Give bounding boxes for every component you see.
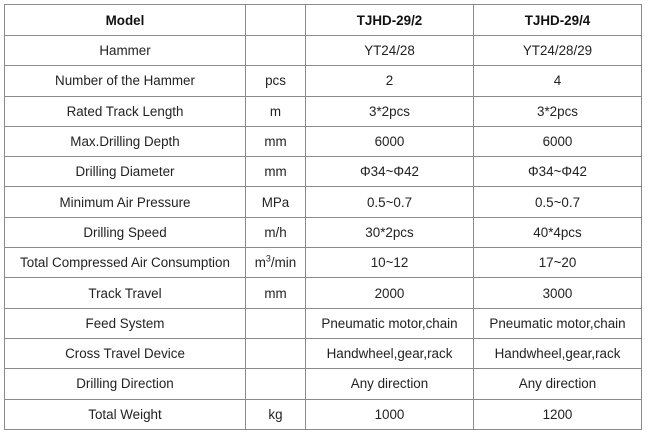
table-row bbox=[5, 278, 642, 308]
row-value-b: 17~20 bbox=[474, 248, 642, 278]
table-row bbox=[5, 126, 642, 156]
row-value-a: YT24/28 bbox=[306, 36, 474, 66]
header-row bbox=[5, 5, 642, 36]
row-label: Drilling Diameter bbox=[5, 157, 246, 187]
row-unit: mm bbox=[246, 278, 306, 308]
row-value-a: 6000 bbox=[306, 126, 474, 156]
row-value-b: Any direction bbox=[474, 369, 642, 399]
row-value-b: 1200 bbox=[474, 399, 642, 429]
row-value-a: 1000 bbox=[306, 399, 474, 429]
row-unit: mm bbox=[246, 126, 306, 156]
row-unit: m/h bbox=[246, 217, 306, 247]
unit-base: m bbox=[254, 255, 266, 271]
row-value-b: 40*4pcs bbox=[474, 217, 642, 247]
header-unit bbox=[246, 5, 306, 36]
row-value-a: Handwheel,gear,rack bbox=[306, 338, 474, 368]
row-unit: kg bbox=[246, 399, 306, 429]
row-unit bbox=[246, 338, 306, 368]
row-value-a: 3*2pcs bbox=[306, 96, 474, 126]
row-unit bbox=[246, 369, 306, 399]
row-label: Drilling Speed bbox=[5, 217, 246, 247]
table-row bbox=[5, 338, 642, 368]
table-row bbox=[5, 187, 642, 217]
table-row bbox=[5, 248, 642, 278]
row-unit bbox=[246, 308, 306, 338]
row-value-a: 0.5~0.7 bbox=[306, 187, 474, 217]
row-label: Rated Track Length bbox=[5, 96, 246, 126]
spec-sheet bbox=[4, 4, 642, 430]
table-row bbox=[5, 399, 642, 429]
row-value-b: Pneumatic motor,chain bbox=[474, 308, 642, 338]
row-label: Number of the Hammer bbox=[5, 66, 246, 96]
row-unit: MPa bbox=[246, 187, 306, 217]
row-value-b: 3000 bbox=[474, 278, 642, 308]
header-model-a: TJHD-29/2 bbox=[306, 5, 474, 36]
unit-suffix: /min bbox=[270, 255, 297, 271]
row-value-a: Any direction bbox=[306, 369, 474, 399]
row-label: Minimum Air Pressure bbox=[5, 187, 246, 217]
row-unit bbox=[246, 36, 306, 66]
row-value-b: Φ34~Φ42 bbox=[474, 157, 642, 187]
header-model-b: TJHD-29/4 bbox=[474, 5, 642, 36]
row-label: Drilling Direction bbox=[5, 369, 246, 399]
row-label: Hammer bbox=[5, 36, 246, 66]
row-value-a: Φ34~Φ42 bbox=[306, 157, 474, 187]
table-row bbox=[5, 157, 642, 187]
row-unit bbox=[246, 248, 306, 278]
unit-superscript: 3 bbox=[265, 253, 271, 264]
table-row bbox=[5, 217, 642, 247]
row-value-b: 3*2pcs bbox=[474, 96, 642, 126]
table-row bbox=[5, 96, 642, 126]
row-unit: pcs bbox=[246, 66, 306, 96]
row-value-a: 30*2pcs bbox=[306, 217, 474, 247]
row-label: Track Travel bbox=[5, 278, 246, 308]
row-value-a: 2000 bbox=[306, 278, 474, 308]
table-row bbox=[5, 66, 642, 96]
row-label: Max.Drilling Depth bbox=[5, 126, 246, 156]
spec-table bbox=[4, 4, 642, 430]
row-unit: mm bbox=[246, 157, 306, 187]
row-value-b: 0.5~0.7 bbox=[474, 187, 642, 217]
row-unit: m bbox=[246, 96, 306, 126]
row-label: Total Compressed Air Consumption bbox=[5, 248, 246, 278]
row-value-a: 10~12 bbox=[306, 248, 474, 278]
row-label: Feed System bbox=[5, 308, 246, 338]
row-value-a: 2 bbox=[306, 66, 474, 96]
row-label: Total Weight bbox=[5, 399, 246, 429]
row-value-b: 4 bbox=[474, 66, 642, 96]
row-label: Cross Travel Device bbox=[5, 338, 246, 368]
header-model: Model bbox=[5, 5, 246, 36]
table-row bbox=[5, 36, 642, 66]
row-value-b: 6000 bbox=[474, 126, 642, 156]
row-value-a: Pneumatic motor,chain bbox=[306, 308, 474, 338]
row-value-b: YT24/28/29 bbox=[474, 36, 642, 66]
table-row bbox=[5, 308, 642, 338]
row-value-b: Handwheel,gear,rack bbox=[474, 338, 642, 368]
table-row bbox=[5, 369, 642, 399]
